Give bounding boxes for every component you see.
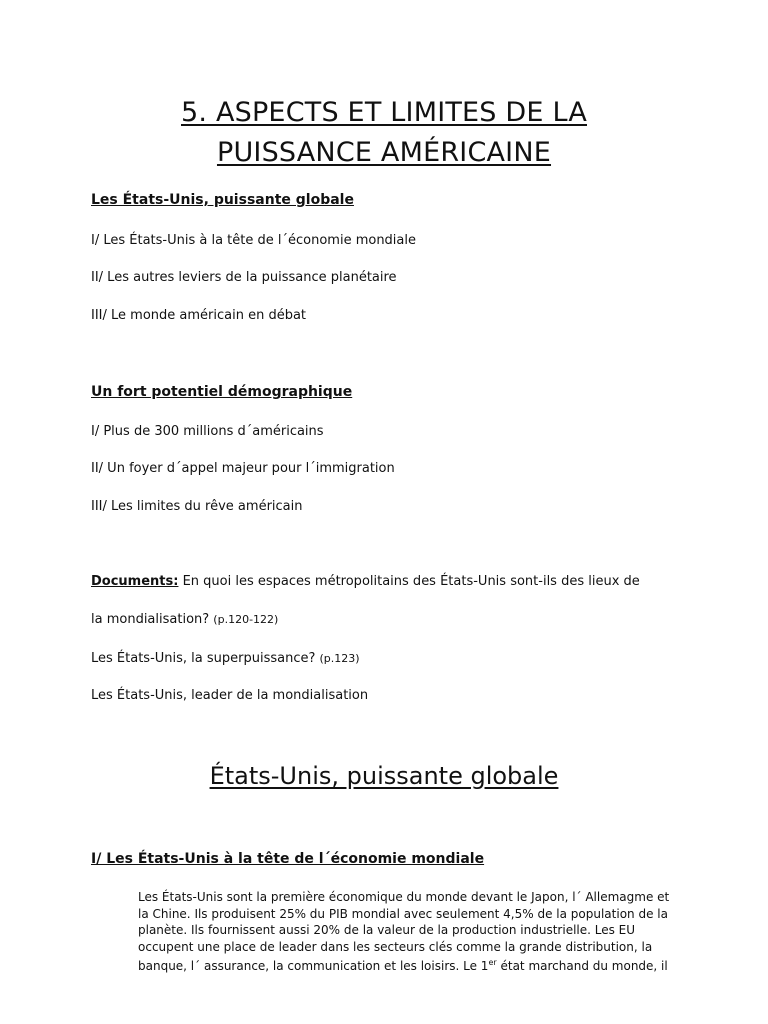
- outline-item-1: I/ Les États-Unis à la tête de l´économie mondiale: [91, 233, 416, 248]
- page-title-line-1: 5. ASPECTS ET LIMITES DE LA: [181, 97, 587, 128]
- documents-question-1-cont: la mondialisation?: [91, 612, 214, 627]
- superscript: er: [488, 958, 497, 967]
- outline-item-demo-2: II/ Un foyer d´appel majeur pour l´immigration: [91, 461, 395, 476]
- outline-item-2: II/ Les autres leviers de la puissance planétaire: [91, 270, 397, 285]
- documents-label: Documents:: [91, 574, 179, 589]
- documents-question-2: Les États-Unis, la superpuissance?: [91, 651, 320, 666]
- paragraph-text-end: état marchand du monde, il: [496, 959, 668, 973]
- outline-item-3: III/ Le monde américain en débat: [91, 308, 307, 323]
- page-title: [0, 93, 768, 173]
- documents-line-3: [91, 651, 360, 666]
- documents-line-1: [91, 574, 640, 589]
- chapter-heading: États-Unis, puissante globale: [209, 762, 559, 790]
- paragraph-text: Les États-Unis sont la première économique du monde devant le Japon, l´ Allemagme et la Chine. Ils produisent 25% du PIB mondial avec seulement 4,5% de la population de la planète. Ils fournissent aussi 20% de la valeur de la production industrielle. Les EU occupent une place de leader dans les secteurs clés comme la grande distribution, la banque, l´ assurance, la communication et les loisirs. Le 1: [138, 890, 670, 973]
- section-heading-demography: Un fort potentiel démographique: [91, 384, 353, 400]
- outline-item-demo-1: I/ Plus de 300 millions d´américains: [91, 424, 324, 439]
- subsection-heading: I/ Les États-Unis à la tête de l´économie mondiale: [91, 851, 485, 867]
- documents-line-4: Les États-Unis, leader de la mondialisation: [91, 688, 369, 703]
- documents-question-1: En quoi les espaces métropolitains des États-Unis sont-ils des lieux de: [178, 574, 640, 589]
- documents-line-2: [91, 612, 278, 627]
- section-heading-global-power: Les États-Unis, puissante globale: [91, 192, 354, 208]
- page-title-line-2: PUISSANCE AMÉRICAINE: [216, 137, 552, 168]
- outline-item-demo-3: III/ Les limites du rêve américain: [91, 499, 303, 514]
- page-reference: (p.120-122): [213, 613, 279, 626]
- page-reference: (p.123): [319, 652, 360, 665]
- body-paragraph: [138, 889, 683, 975]
